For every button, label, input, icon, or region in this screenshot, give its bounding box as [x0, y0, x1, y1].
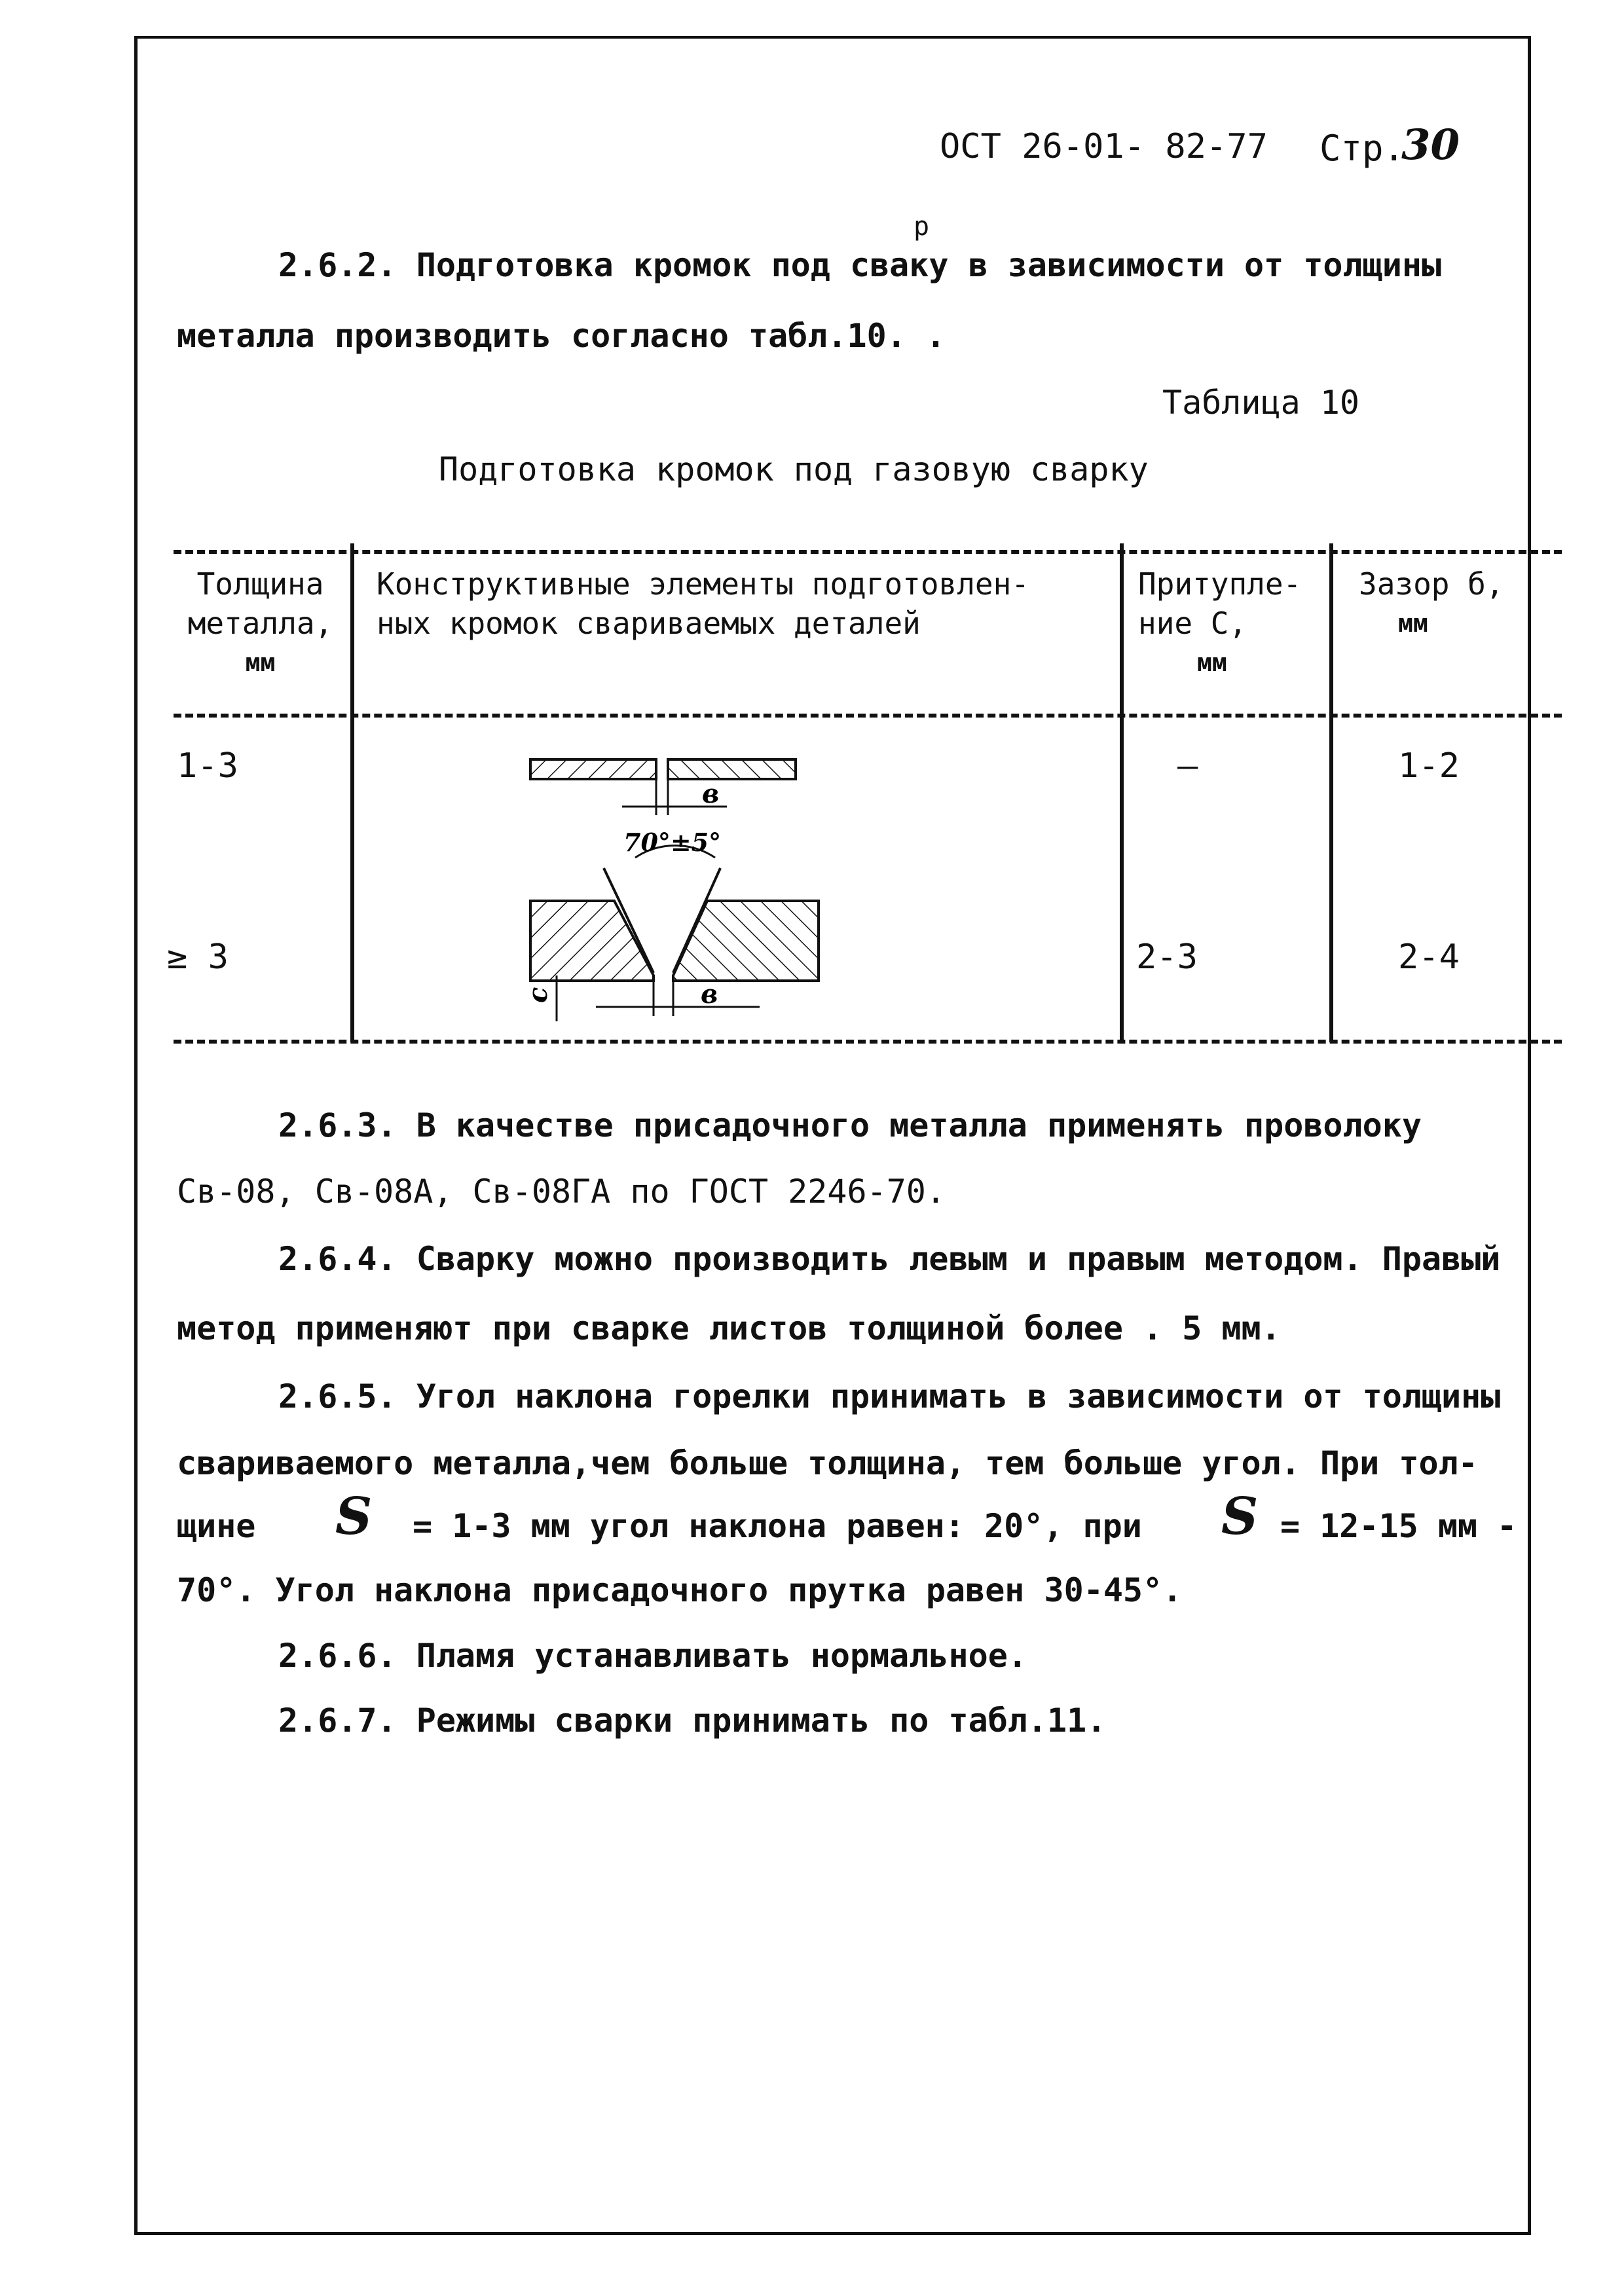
- para-2-6-5-line3b: = 1-3 мм угол наклона равен: 20°, при: [413, 1507, 1142, 1545]
- para-2-6-6: 2.6.6. Пламя устанавливать нормальное.: [278, 1637, 1027, 1675]
- butt-joint-drawing: [530, 759, 796, 815]
- v-groove-drawing: [523, 828, 819, 1021]
- para-2-6-7: 2.6.7. Режимы сварки принимать по табл.11.: [278, 1702, 1107, 1740]
- para-2-6-4-line2: метод применяют при сварке листов толщиной более . 5 мм.: [177, 1309, 1281, 1347]
- para-2-6-5-line2: свариваемого металла,чем больше толщина, тем больше угол. При тол-: [177, 1444, 1478, 1482]
- para-2-6-5-line4: 70°. Угол наклона присадочного прутка равен 30-45°.: [177, 1571, 1183, 1609]
- para-2-6-5-line3a: щине: [177, 1507, 256, 1545]
- bottom-drawing-gap-label: в: [701, 979, 718, 1010]
- header-thickness-line1: Толщина: [196, 566, 324, 602]
- groove-angle-label: 70°±5°: [623, 828, 722, 857]
- table-col-divider-3: [1329, 543, 1333, 1042]
- edge-preparation-drawing: [511, 733, 825, 1041]
- para-2-6-2-line2: металла производить согласно табл.10. .: [177, 317, 946, 355]
- header-elements-line1: Конструктивные элементы подготовлен-: [377, 566, 1029, 602]
- row1-bluntness: –: [1177, 746, 1198, 786]
- header-elements: [377, 564, 1029, 643]
- para-2-6-5-line3c: = 12-15 мм -: [1280, 1507, 1517, 1545]
- para-2-6-3-line1: 2.6.3. В качестве присадочного металла применять проволоку: [278, 1106, 1422, 1144]
- top-drawing-gap-label: в: [702, 778, 720, 809]
- para-2-6-2-line1: 2.6.2. Подготовка кромок под сваку в зависимости от толщины: [278, 246, 1442, 284]
- header-thickness-line3: мм: [245, 648, 276, 677]
- bluntness-label: с: [523, 987, 553, 1003]
- thickness-symbol-1: S: [335, 1487, 373, 1546]
- row1-gap: 1-2: [1398, 746, 1460, 786]
- row2-gap: 2-4: [1398, 938, 1460, 977]
- header-gap-line2: мм: [1398, 609, 1428, 638]
- table-label: Таблица 10: [1162, 384, 1360, 422]
- thickness-symbol-2: S: [1221, 1487, 1259, 1546]
- page-number: 30: [1401, 120, 1460, 170]
- header-bluntness-line2: ние С,: [1138, 606, 1247, 641]
- row1-thickness: 1-3: [177, 746, 238, 786]
- doc-code: ОСТ 26-01- 82-77: [940, 127, 1268, 166]
- header-gap-line1: Зазор б,: [1359, 566, 1504, 602]
- row2-thickness: ≥ 3: [167, 938, 229, 977]
- table-col-divider-1: [350, 543, 354, 1042]
- para-2-6-2-correction: р: [913, 211, 930, 242]
- header-bluntness-line3: мм: [1197, 648, 1227, 677]
- table-rule-header: [174, 714, 1562, 718]
- header-thickness: [174, 564, 347, 682]
- header-elements-line2: ных кромок свариваемых деталей: [377, 606, 921, 641]
- para-2-6-5-line1: 2.6.5. Угол наклона горелки принимать в зависимости от толщины: [278, 1377, 1501, 1415]
- header-gap: [1359, 564, 1504, 643]
- table-caption: Подготовка кромок под газовую сварку: [439, 450, 1149, 488]
- row2-bluntness: 2-3: [1136, 938, 1198, 977]
- table-rule-top: [174, 550, 1562, 554]
- header-thickness-line2: металла,: [187, 606, 333, 641]
- table-rule-bottom: [174, 1040, 1562, 1044]
- table-col-divider-2: [1120, 543, 1124, 1042]
- para-2-6-4-line1: 2.6.4. Сварку можно производить левым и правым методом. Правый: [278, 1240, 1501, 1278]
- header-bluntness: [1138, 564, 1301, 682]
- page-label: Стр.: [1320, 128, 1405, 169]
- para-2-6-3-line2: Св-08, Св-08А, Св-08ГА по ГОСТ 2246-70.: [177, 1173, 946, 1211]
- header-bluntness-line1: Притупле-: [1138, 566, 1302, 602]
